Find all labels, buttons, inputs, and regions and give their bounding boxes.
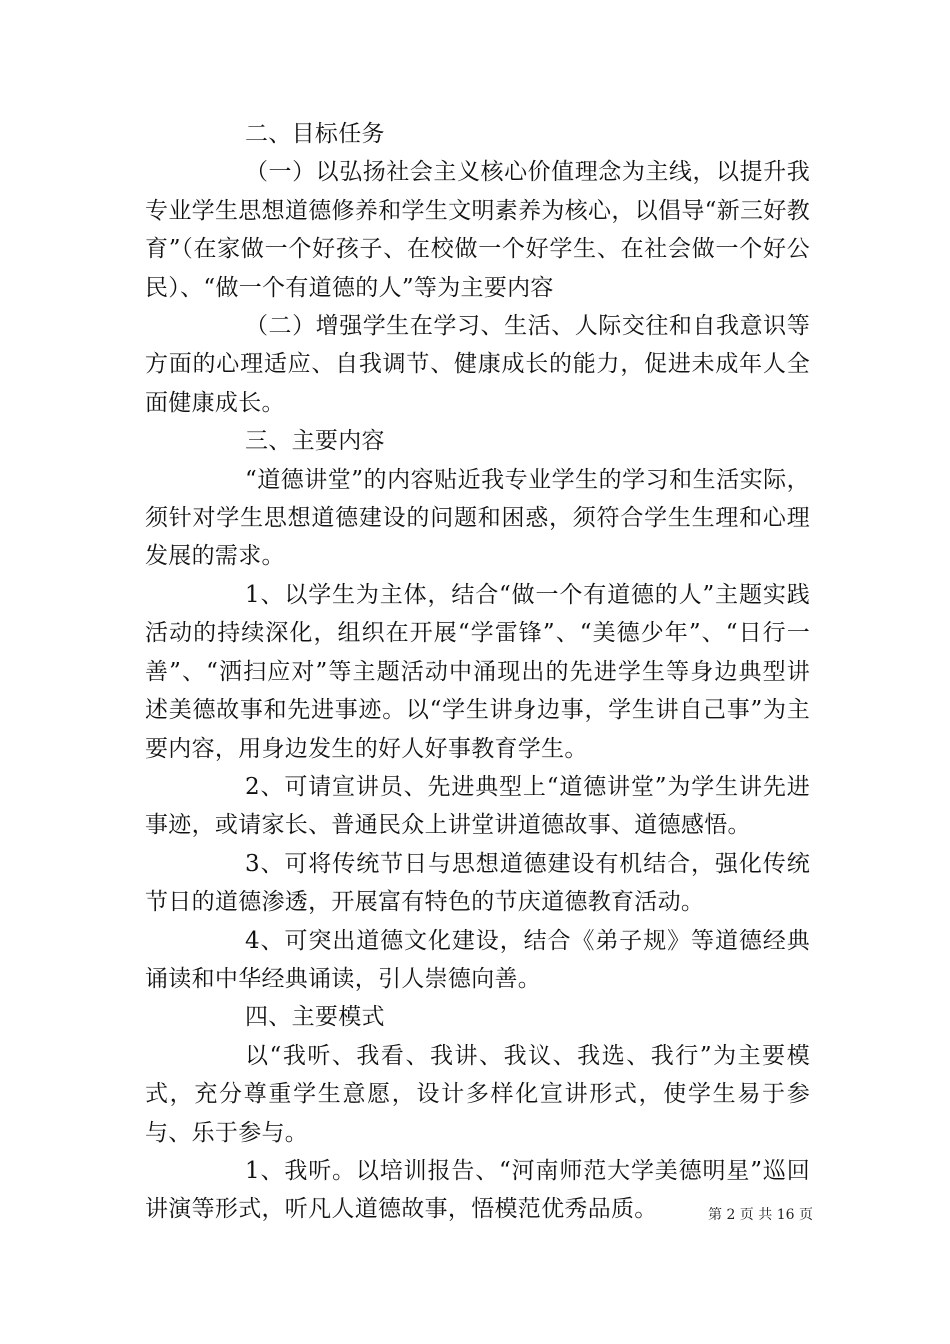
section-heading-content: 三、主要内容 — [245, 428, 385, 455]
page-number-footer: 第 2 页 共 16 页 — [708, 1207, 813, 1223]
paragraph-goal-1: （一）以弘扬社会主义核心价值理念为主线，以提升我专业学生思想道德修养和学生文明素养为核心，以倡导“新三好教育”（在家做一个好孩子、在校做一个好学生、在社会做一个好公民）、“做一个有道德的人”等为主要内容 — [145, 159, 810, 301]
paragraph-content-3: 3、可将传统节日与思想道德建设有机结合，强化传统节日的道德渗透，开展富有特色的节庆道德教育活动。 — [145, 850, 810, 916]
section-heading-goals: 二、目标任务 — [245, 121, 385, 147]
paragraph-content-4: 4、可突出道德文化建设，结合《弟子规》等道德经典诵读和中华经典诵读，引人崇德向善。 — [145, 927, 810, 992]
paragraph-content-intro: “道德讲堂”的内容贴近我专业学生的学习和生活实际，须针对学生思想道德建设的问题和困惑，须符合学生生理和心理发展的需求。 — [145, 466, 810, 570]
section-heading-modes: 四、主要模式 — [245, 1004, 385, 1031]
document-body — [145, 115, 810, 1229]
paragraph-modes-intro: 以“我听、我看、我讲、我议、我选、我行”为主要模式，充分尊重学生意愿，设计多样化宣讲形式，使学生易于参与、乐于参与。 — [145, 1042, 810, 1146]
paragraph-goal-2: （二）增强学生在学习、生活、人际交往和自我意识等方面的心理适应、自我调节、健康成长的能力，促进未成年人全面健康成长。 — [145, 313, 810, 416]
paragraph-modes-1: 1、我听。以培训报告、“河南师范大学美德明星”巡回讲演等形式，听凡人道德故事，悟模范优秀品质。 — [145, 1157, 810, 1223]
paragraph-content-1: 1、以学生为主体，结合“做一个有道德的人”主题实践活动的持续深化，组织在开展“学雷锋”、“美德少年”、“日行一善”、“洒扫应对”等主题活动中涌现出的先进学生等身边典型讲述美德故事和先进事迹。以“学生讲身边事，学生讲自己事”为主要内容，用身边发生的好人好事教育学生。 — [145, 581, 810, 762]
paragraph-content-2: 2、可请宣讲员、先进典型上“道德讲堂”为学生讲先进事迹，或请家长、普通民众上讲堂讲道德故事、道德感悟。 — [145, 773, 810, 839]
